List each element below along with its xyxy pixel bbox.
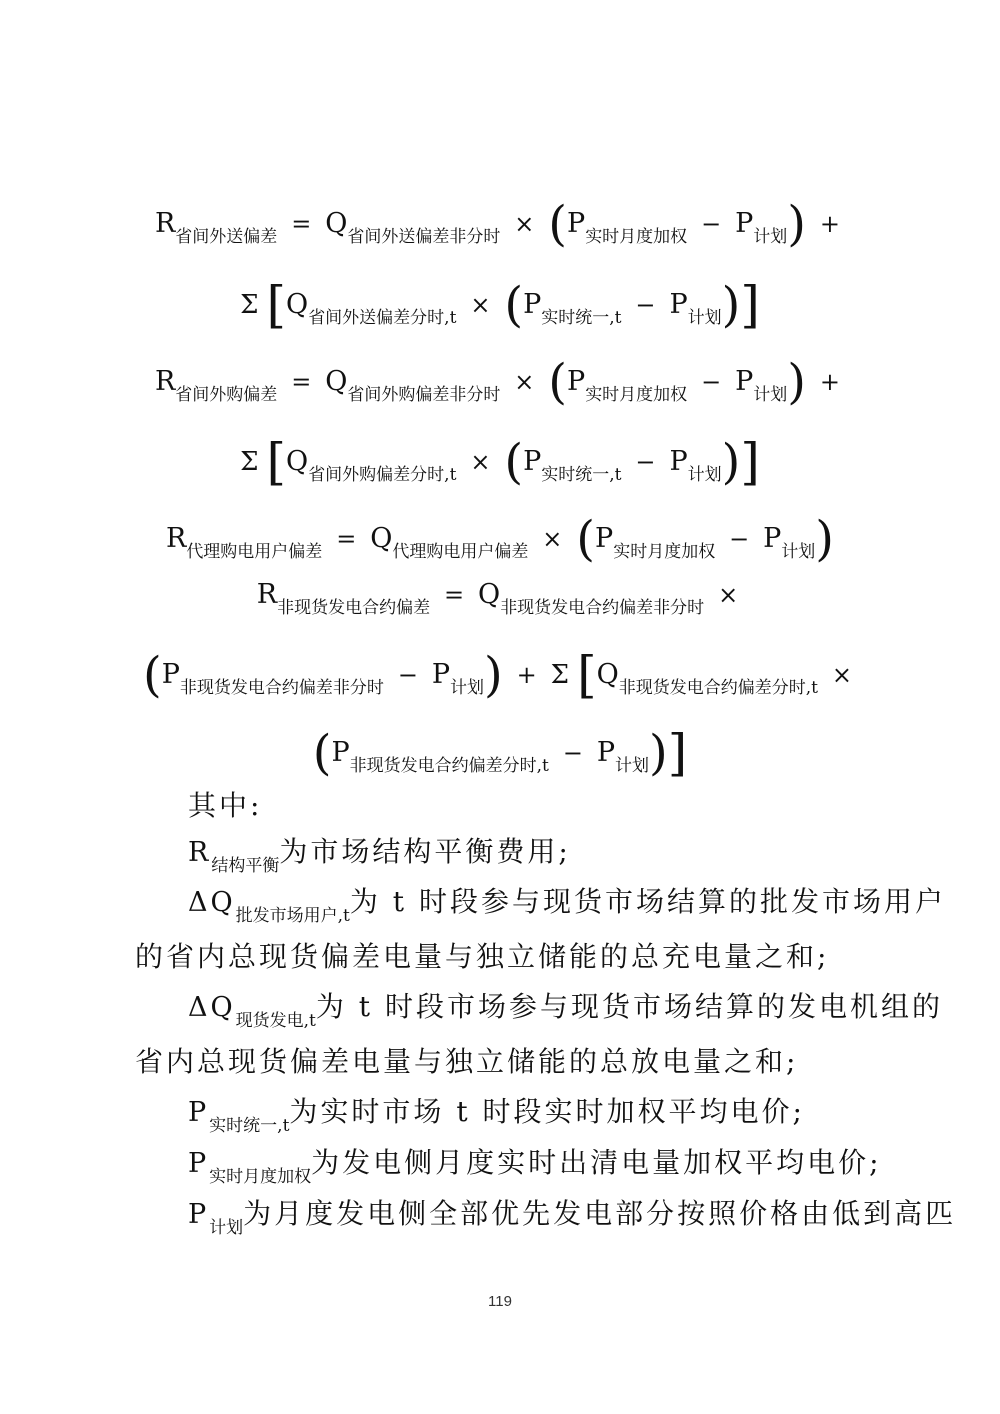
definition-p-realtime-monthly-weighted — [188, 1146, 882, 1187]
definition-text: 为发电侧月度实时出清电量加权平均电价; — [311, 1146, 882, 1179]
subscript: 代理购电用户偏差 — [186, 542, 323, 562]
subscript: 计划 — [450, 678, 485, 698]
symbol-delta-q: ΔQ — [188, 992, 236, 1023]
times-sign: × — [514, 210, 535, 238]
formula-outbound-deviation-line2 — [0, 276, 1000, 334]
right-paren: ) — [649, 725, 668, 781]
left-bracket: [ — [577, 646, 597, 704]
subscript: 省间外购偏差分时,t — [308, 465, 457, 485]
subscript: 非现货发电合约偏差非分时 — [500, 598, 705, 618]
left-bracket: [ — [266, 433, 287, 491]
left-paren: ( — [143, 647, 162, 703]
definition-dq-wholesale-users-line2: 的省内总现货偏差电量与独立储能的总充电量之和; — [135, 940, 830, 973]
symbol-q: Q — [286, 446, 309, 477]
symbol-q: Q — [596, 659, 619, 690]
symbol-delta-q: ΔQ — [188, 887, 236, 918]
subscript: 省间外购偏差 — [175, 385, 278, 405]
formula-outbound-deviation-line1 — [0, 196, 1000, 252]
symbol-r: R — [154, 208, 176, 239]
symbol-p: P — [735, 366, 754, 397]
subscript: 实时统一,t — [541, 308, 622, 328]
symbol-p: P — [188, 1097, 210, 1128]
left-paren: ( — [504, 434, 524, 490]
subscript: 实时月度加权 — [585, 385, 688, 405]
right-paren: ) — [787, 354, 807, 410]
right-bracket: ] — [740, 276, 760, 334]
minus-sign: − — [701, 210, 722, 238]
subscript: 非现货发电合约偏差 — [277, 598, 431, 618]
symbol-p: P — [596, 737, 615, 768]
times-sign: × — [718, 581, 739, 609]
definition-text: 为 t 时段市场参与现货市场结算的发电机组的 — [315, 990, 943, 1023]
page-number: 119 — [488, 1293, 512, 1310]
subscript: 实时统一,t — [209, 1116, 290, 1136]
definition-text: 为 t 时段参与现货市场结算的批发市场用户 — [349, 885, 946, 918]
sigma-sign: Σ — [240, 290, 259, 320]
formula-inbound-deviation-line1 — [0, 354, 1000, 410]
subscript: 省间外送偏差非分时 — [347, 227, 501, 247]
left-paren: ( — [576, 511, 596, 567]
minus-sign: − — [729, 525, 750, 553]
minus-sign: − — [701, 368, 722, 396]
right-paren: ) — [787, 196, 807, 252]
symbol-r: R — [154, 366, 176, 397]
subscript: 批发市场用户,t — [235, 906, 350, 926]
times-sign: × — [470, 291, 491, 319]
subscript: 实时月度加权 — [613, 542, 716, 562]
left-paren: ( — [504, 277, 524, 333]
symbol-q: Q — [325, 366, 348, 397]
sigma-sign: Σ — [240, 447, 259, 477]
subscript: 实时统一,t — [541, 465, 622, 485]
symbol-p: P — [595, 523, 614, 554]
subscript: 现货发电,t — [235, 1011, 316, 1031]
symbol-p: P — [669, 289, 688, 320]
subscript: 计划 — [781, 542, 816, 562]
symbol-q: Q — [325, 208, 348, 239]
subscript: 代理购电用户偏差 — [392, 542, 529, 562]
definition-dq-spot-generation-line1 — [188, 990, 943, 1031]
minus-sign: − — [635, 291, 656, 319]
symbol-r: R — [165, 523, 187, 554]
plus-sign: + — [819, 368, 841, 396]
symbol-p: P — [188, 1199, 210, 1230]
symbol-p: P — [763, 523, 782, 554]
formula-non-spot-contract-deviation-line1 — [0, 580, 1000, 617]
left-paren: ( — [312, 725, 332, 781]
times-sign: × — [470, 448, 491, 476]
subscript: 计划 — [753, 227, 788, 247]
symbol-p: P — [669, 446, 688, 477]
subscript: 计划 — [687, 465, 722, 485]
equals-sign: = — [291, 210, 312, 238]
symbol-p: P — [431, 659, 451, 690]
right-bracket: ] — [667, 724, 688, 782]
left-paren: ( — [548, 196, 568, 252]
plus-sign: + — [819, 210, 841, 238]
equals-sign: = — [336, 525, 357, 553]
symbol-q: Q — [370, 523, 393, 554]
subscript: 省间外送偏差 — [175, 227, 278, 247]
symbol-r: R — [188, 837, 212, 868]
subscript: 非现货发电合约偏差非分时 — [179, 678, 384, 698]
subscript: 省间外送偏差分时,t — [308, 308, 457, 328]
left-bracket: [ — [266, 276, 287, 334]
subscript: 省间外购偏差非分时 — [347, 385, 501, 405]
right-paren: ) — [721, 434, 741, 490]
times-sign: × — [831, 661, 852, 689]
sigma-sign: Σ — [550, 660, 570, 690]
formula-non-spot-contract-deviation-line2 — [0, 646, 1000, 704]
definition-dq-wholesale-users-line1 — [188, 885, 946, 926]
definition-r-structure-balance — [188, 835, 571, 876]
formula-non-spot-contract-deviation-line3 — [0, 724, 1000, 782]
times-sign: × — [542, 525, 563, 553]
symbol-p: P — [567, 366, 586, 397]
subscript: 计划 — [687, 308, 722, 328]
symbol-q: Q — [286, 289, 309, 320]
definition-text: 为月度发电侧全部优先发电部分按照价格由低到高匹 — [243, 1197, 957, 1230]
right-paren: ) — [721, 277, 741, 333]
equals-sign: = — [444, 581, 465, 609]
left-paren: ( — [548, 354, 568, 410]
subscript: 非现货发电合约偏差分时,t — [618, 678, 818, 698]
minus-sign: − — [562, 739, 583, 767]
definitions-intro: 其中: — [188, 789, 263, 822]
symbol-p: P — [161, 659, 180, 690]
definition-p-plan — [188, 1197, 957, 1238]
definition-text: 为市场结构平衡费用; — [279, 835, 571, 868]
times-sign: × — [514, 368, 535, 396]
subscript: 结构平衡 — [211, 856, 280, 876]
subscript: 计划 — [753, 385, 788, 405]
symbol-p: P — [523, 446, 542, 477]
symbol-r: R — [256, 579, 278, 610]
subscript: 实时月度加权 — [209, 1167, 312, 1187]
right-paren: ) — [815, 511, 835, 567]
symbol-q: Q — [478, 579, 501, 610]
subscript: 计划 — [209, 1218, 244, 1238]
subscript: 非现货发电合约偏差分时,t — [349, 756, 549, 776]
formula-inbound-deviation-line2 — [0, 433, 1000, 491]
formula-agent-purchase-deviation — [0, 511, 1000, 567]
symbol-p: P — [567, 208, 586, 239]
symbol-p: P — [188, 1148, 210, 1179]
minus-sign: − — [635, 448, 656, 476]
minus-sign: − — [397, 661, 418, 689]
definition-dq-spot-generation-line2: 省内总现货偏差电量与独立储能的总放电量之和; — [135, 1045, 799, 1078]
subscript: 计划 — [615, 756, 649, 776]
definition-p-realtime-unified — [188, 1095, 805, 1136]
right-paren: ) — [484, 647, 503, 703]
subscript: 实时月度加权 — [585, 227, 688, 247]
equals-sign: = — [291, 368, 312, 396]
symbol-p: P — [331, 737, 350, 768]
definition-text: 为实时市场 t 时段实时加权平均电价; — [289, 1095, 805, 1128]
symbol-p: P — [523, 289, 542, 320]
plus-sign: + — [516, 661, 537, 689]
right-bracket: ] — [740, 433, 760, 491]
symbol-p: P — [735, 208, 754, 239]
